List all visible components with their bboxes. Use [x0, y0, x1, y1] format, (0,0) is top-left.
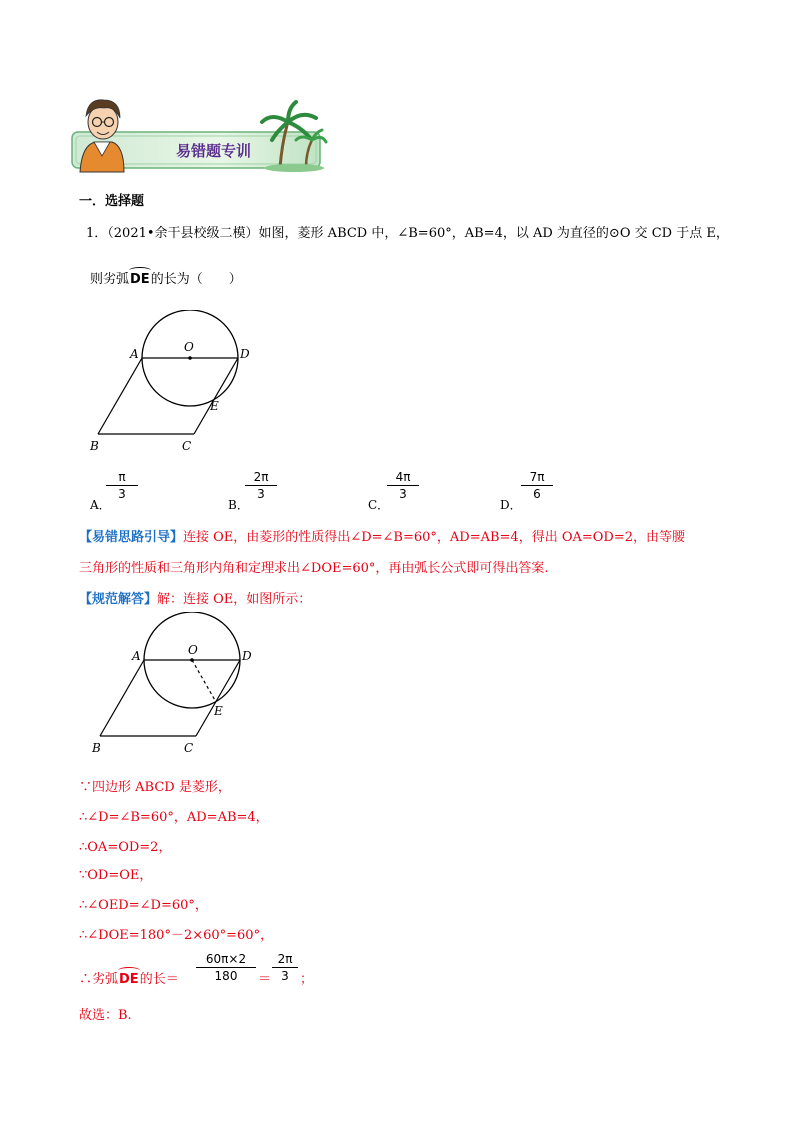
hint-line-2: 三角形的性质和三角形内角和定理求出∠DOE=60°，再由弧长公式即可得出答案.	[79, 561, 549, 576]
label-c: C	[182, 439, 192, 453]
arc-fraction-1: $\frac{60\pi\times 2}{180}$	[196, 952, 256, 983]
hint-tag: 【易错思路引导】	[79, 530, 184, 545]
step-2: ∴∠D=∠B=60°，AD=AB=4，	[79, 810, 269, 825]
label-e: E	[210, 399, 219, 413]
arc-de-label: DE	[119, 972, 139, 987]
label-d: D	[240, 347, 250, 361]
step-1: ∵四边形 ABCD 是菱形，	[79, 780, 231, 795]
conclusion: 故选：B.	[79, 1008, 132, 1023]
section-title: 一．选择题	[79, 194, 145, 209]
option-b-fraction: $\frac{2\pi}{3}$	[245, 470, 277, 501]
label-b: B	[90, 439, 99, 453]
option-a-fraction: $\frac{\pi}{3}$	[106, 470, 138, 501]
answer-intro-text: 解：连接 OE，如图所示：	[157, 592, 312, 607]
rhombus-circle-figure-solution	[88, 612, 268, 762]
question-line-2	[90, 268, 242, 287]
option-c-label[interactable]: C．	[368, 498, 390, 512]
question-source: （2021•余干县校级二模）	[107, 226, 259, 241]
option-c-fraction: $\frac{4\pi}{3}$	[387, 470, 419, 501]
label-c: C	[184, 741, 194, 755]
arc-de-label: DE	[130, 272, 150, 287]
arc-pre: ∴劣弧	[79, 972, 119, 987]
step-3: ∴OA=OD=2，	[79, 840, 172, 855]
arc-length-line	[79, 968, 179, 987]
option-a-label[interactable]: A．	[90, 498, 111, 512]
question-text-pre: 则劣弧	[90, 272, 130, 287]
arc-end: ；	[300, 972, 314, 987]
arc-mid: 的长＝	[139, 972, 179, 987]
arc-fraction-2: $\frac{2\pi}{3}$	[272, 952, 298, 983]
label-a: A	[130, 347, 139, 361]
equals-sign: ＝	[258, 972, 272, 987]
banner-title: 易错题专训	[176, 142, 252, 160]
label-o: O	[184, 340, 194, 354]
hint-line-1	[79, 526, 685, 545]
rhombus-circle-figure	[88, 310, 268, 460]
answer-intro	[79, 588, 311, 607]
label-d: D	[242, 649, 252, 663]
step-6: ∴∠DOE=180°－2×60°=60°，	[79, 928, 274, 943]
option-b-label[interactable]: B．	[228, 498, 249, 512]
option-d-fraction: $\frac{7\pi}{6}$	[521, 470, 553, 501]
question-number: 1．	[86, 226, 108, 241]
step-4: ∵OD=OE，	[79, 868, 153, 883]
question-text: 如图，菱形 ABCD 中，∠B=60°，AB=4，以 AD 为直径的⊙O 交 CD 于点 E，	[258, 226, 729, 241]
hint-text-1: 连接 OE，由菱形的性质得出∠D=∠B=60°，AD=AB=4，得出 OA=OD=2，由等腰	[183, 530, 686, 545]
label-b: B	[92, 741, 101, 755]
header-banner	[66, 92, 328, 174]
question-text-post: 的长为（ ）	[150, 272, 242, 287]
label-o: O	[188, 643, 198, 657]
step-5: ∴∠OED=∠D=60°，	[79, 898, 208, 913]
label-e: E	[214, 704, 223, 718]
label-a: A	[132, 649, 141, 663]
question-line-1	[86, 222, 729, 241]
answer-tag: 【规范解答】	[79, 592, 158, 607]
option-d-label[interactable]: D．	[500, 498, 522, 512]
